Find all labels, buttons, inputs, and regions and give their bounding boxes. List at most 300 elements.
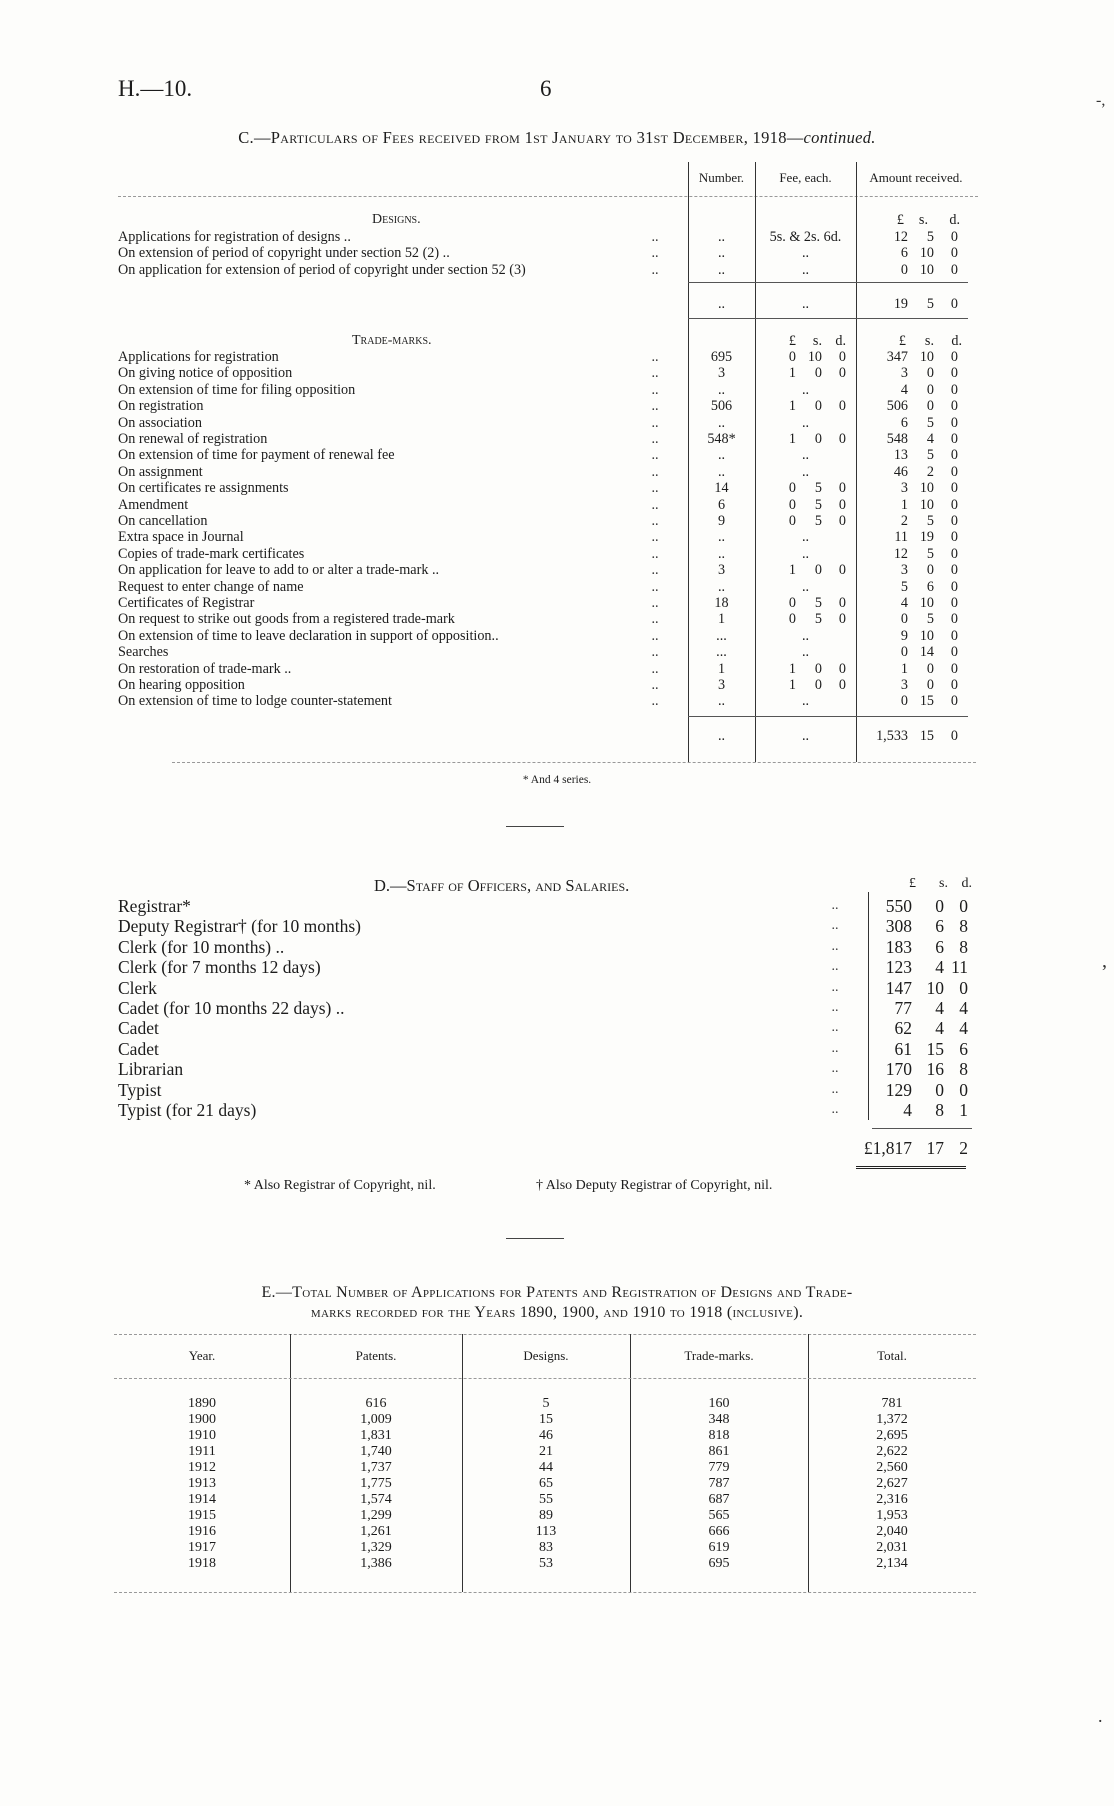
year-cell: 1916 [188,1524,216,1539]
salary-pounds: 4 [903,1100,912,1120]
row-pence: 0 [950,480,958,497]
trade-mark-row [0,497,1114,513]
row-fee-pence: 0 [838,496,846,513]
leader-dots: .. [651,431,659,447]
row-label: On registration [118,398,204,415]
row-pence: 0 [950,414,958,431]
year-row [0,1476,1114,1492]
patents-cell: 1,574 [360,1492,392,1507]
year-cell: 1911 [188,1444,216,1459]
leader-dots: .. [651,545,659,562]
row-number: .. [717,381,726,398]
designs-cell: 89 [539,1508,553,1523]
row-label: Extra space in Journal [118,529,244,546]
row-shillings: 10 [919,595,934,611]
leader-dots: .. [831,1081,839,1097]
salary-total-pounds: £1,817 [863,1138,912,1158]
salary-shillings: 4 [935,957,944,978]
patents-cell: 616 [365,1396,387,1411]
shillings-header: s. [939,876,948,891]
leader-dots: .. [651,627,659,644]
row-number: .. [717,447,726,464]
designs-row [0,229,1114,245]
col-header-designs: Designs. [523,1348,569,1363]
row-shillings: 10 [919,261,934,278]
trade-marks-total-number: .. [717,728,726,744]
leader-dots: .. [831,898,839,913]
salary-shillings: 10 [926,977,944,998]
col-header-trade-marks: Trade-marks. [684,1348,754,1363]
shillings-header: s. [918,212,928,228]
trade-mark-row [0,447,1114,463]
salary-row [0,1039,1114,1059]
row-number: .. [717,414,726,431]
total-cell: 781 [881,1396,903,1411]
section-d-money-header [0,876,1114,894]
trade-marks-cell: 666 [708,1524,730,1539]
designs-cell: 44 [539,1460,553,1475]
row-shillings: 5 [926,513,934,529]
row-fee-shillings: 0 [814,677,822,693]
row-shillings: 0 [926,381,934,398]
trade-marks-cell: 619 [708,1540,730,1555]
leader-dots: .. [651,660,659,677]
salary-pounds: 550 [885,896,912,916]
designs-total-shillings: 5 [926,296,934,312]
leader-dots: .. [651,480,659,497]
pence-header: d. [951,333,962,349]
trade-mark-row [0,382,1114,398]
salary-row [0,1100,1114,1120]
designs-cell: 46 [539,1428,553,1443]
row-pence: 0 [950,431,958,447]
patents-cell: 1,329 [360,1540,392,1555]
total-cell: 2,316 [876,1492,908,1507]
patents-cell: 1,740 [360,1444,392,1459]
trade-mark-row [0,628,1114,644]
designs-cell: 55 [539,1492,553,1507]
designs-cell: 53 [539,1556,553,1571]
row-label: On association [118,414,202,431]
row-pence: 0 [950,229,958,245]
row-fee-shillings: 0 [814,660,822,677]
leader-dots: .. [651,496,659,513]
total-cell: 1,953 [876,1508,908,1523]
leader-dots: .. [651,644,659,661]
trade-mark-row [0,546,1114,562]
trade-mark-row [0,661,1114,677]
trade-mark-row [0,562,1114,578]
row-fee: .. [801,693,810,710]
trade-marks-cell: 348 [708,1412,730,1427]
col-header-number: Number. [698,170,745,185]
row-pounds: 46 [893,463,908,480]
row-fee: .. [801,414,810,431]
salary-label: Deputy Registrar† (for 10 months) [118,916,362,937]
leader-dots: .. [651,693,659,710]
salary-shillings: 16 [926,1059,944,1080]
row-pounds: 4 [900,381,908,398]
salary-label: Cadet (for 10 months 22 days) .. [118,998,345,1018]
row-number: .. [717,578,726,595]
row-fee-pounds: 1 [788,562,796,579]
row-pounds: 12 [893,229,908,245]
row-label: On extension of time to leave declaration in support of opposition.. [118,627,499,644]
row-fee-shillings: 5 [814,611,822,628]
row-pence: 0 [950,529,958,546]
row-shillings: 10 [919,480,934,497]
trade-mark-row [0,480,1114,496]
salary-pence: 0 [959,977,968,998]
row-label: Copies of trade-mark certificates [118,545,305,562]
section-d-footnote-deputy: † Also Deputy Registrar of Copyright, nil. [536,1178,773,1193]
year-row [0,1556,1114,1572]
row-label: On restoration of trade-mark .. [118,660,292,677]
row-fee-shillings: 5 [814,595,822,611]
year-cell: 1915 [188,1508,216,1523]
salary-pence: 6 [959,1038,968,1059]
designs-cell: 21 [539,1444,553,1459]
trade-marks-total-row [0,728,1114,744]
section-c-title-text: C.—Particulars of Fees received from 1st January to 31st December, 1918— [238,128,804,147]
row-pounds: 4 [900,595,908,611]
row-fee: .. [801,644,810,661]
row-pounds: 3 [900,365,908,382]
row-shillings: 14 [919,644,934,661]
leader-dots: .. [831,1102,839,1117]
row-shillings: 10 [919,245,934,262]
total-cell: 2,560 [876,1460,908,1475]
trade-mark-row [0,677,1114,693]
row-shillings: 0 [926,677,934,693]
col-header-year: Year. [188,1348,216,1363]
pounds-header: £ [909,876,916,891]
row-number: 695 [710,349,733,365]
salary-pence: 11 [951,957,968,978]
designs-cell: 15 [539,1412,553,1427]
patents-cell: 1,775 [360,1476,392,1491]
trade-marks-cell: 687 [708,1492,730,1507]
designs-cell: 65 [539,1476,553,1491]
salary-pounds: 77 [894,998,912,1018]
row-fee-shillings: 0 [814,431,822,447]
row-pence: 0 [950,611,958,628]
pounds-header: £ [898,333,906,349]
salary-label: Cadet [118,1038,159,1059]
row-pence: 0 [950,496,958,513]
salary-row [0,998,1114,1018]
col-header-patents: Patents. [355,1348,397,1363]
salary-row [0,1080,1114,1100]
row-label: On giving notice of opposition [118,365,293,382]
row-number: 6 [717,496,726,513]
designs-total-rule [688,282,968,283]
row-shillings: 10 [919,349,934,365]
year-cell: 1910 [188,1428,216,1443]
row-fee-pence: 0 [838,611,846,628]
trade-marks-total-fee: .. [801,728,810,744]
trade-marks-total-rule [688,716,968,717]
leader-dots: .. [831,918,839,934]
fee-pence-header: d. [835,333,846,349]
salary-pounds: 61 [894,1038,912,1059]
trade-marks-cell: 695 [708,1556,730,1571]
row-label: On extension of time for filing opposition [118,381,356,398]
row-number: 9 [717,513,726,529]
table-e-top-rule [114,1334,976,1335]
row-fee-pence: 0 [838,595,846,611]
row-pounds: 3 [900,677,908,693]
designs-money-header [0,212,1114,228]
row-fee-pence: 0 [838,562,846,579]
row-fee: .. [801,578,810,595]
salary-total-rule [872,1128,972,1129]
row-number: ... [716,627,727,644]
section-e-title-line1: E.—Total Number of Applications for Patents and Registration of Designs and Trade- [261,1284,853,1301]
salary-row [0,916,1114,936]
section-d-footnote-registrar: * Also Registrar of Copyright, nil. [244,1178,436,1193]
salary-shillings: 6 [935,936,944,957]
leader-dots: .. [651,611,659,628]
row-fee-pence: 0 [838,513,846,529]
row-pounds: 5 [900,578,908,595]
trade-marks-cell: 779 [708,1460,730,1475]
salary-shillings: 15 [926,1038,944,1059]
table-e-header [0,1348,1114,1364]
table-c-bottom-rule [172,762,976,763]
fee-pounds-header: £ [788,333,796,349]
row-fee: .. [801,381,810,398]
row-shillings: 0 [926,365,934,382]
row-label: On certificates re assignments [118,480,289,497]
salary-pounds: 62 [894,1018,912,1039]
salary-total-pence: 2 [959,1138,968,1158]
salary-row [0,978,1114,998]
trade-mark-row [0,415,1114,431]
row-pounds: 3 [900,480,908,497]
row-pence: 0 [950,644,958,661]
salary-total-row [0,1138,1114,1158]
row-fee-pounds: 0 [788,595,796,611]
table-e-header-rule [114,1378,976,1379]
row-fee: .. [801,545,810,562]
salary-label: Clerk (for 10 months) .. [118,936,285,957]
row-number: 1 [717,611,726,628]
row-label: Applications for registration of designs .. [118,229,351,245]
row-pounds: 0 [900,644,908,661]
row-label: Certificates of Registrar [118,595,255,611]
salary-pounds: 129 [885,1079,912,1100]
row-fee-pounds: 1 [788,431,796,447]
row-pence: 0 [950,463,958,480]
row-label: On hearing opposition [118,677,245,693]
row-pounds: 347 [886,349,908,365]
row-label: Amendment [118,496,189,513]
row-label: Request to enter change of name [118,578,304,595]
margin-mark: , [1102,950,1107,972]
row-number: 548* [707,431,736,447]
total-cell: 2,031 [876,1540,908,1555]
row-fee: .. [801,627,810,644]
row-fee-pence: 0 [838,365,846,382]
trade-mark-row [0,693,1114,709]
row-fee-shillings: 0 [814,562,822,579]
row-label: On application for leave to add to or alter a trade-mark .. [118,562,440,579]
table-c-top-rule [118,196,978,197]
salary-shillings: 6 [935,916,944,937]
row-fee: .. [801,463,810,480]
year-cell: 1914 [188,1492,216,1507]
row-label: On application for extension of period of copyright under section 52 (3) [118,261,526,278]
row-label: On cancellation [118,513,208,529]
leader-dots: .. [831,979,839,995]
designs-total-pence: 0 [950,296,958,312]
row-fee-pounds: 1 [788,365,796,382]
row-pence: 0 [950,660,958,677]
row-shillings: 5 [926,545,934,562]
row-pounds: 12 [893,545,908,562]
section-e-title-line2: marks recorded for the Years 1890, 1900, and 1910 to 1918 (inclusive). [310,1304,804,1321]
leader-dots: .. [651,529,659,546]
year-row [0,1444,1114,1460]
row-pounds: 1 [900,496,908,513]
row-pounds: 11 [894,529,908,546]
row-label: On renewal of registration [118,431,268,447]
row-fee-shillings: 10 [807,349,822,365]
designs-row [0,245,1114,261]
trade-marks-total-pence: 0 [950,728,958,744]
col-header-fee: Fee, each. [779,170,832,185]
salary-shillings: 4 [935,1018,944,1039]
page-number: 6 [540,76,552,101]
row-fee-pounds: 0 [788,513,796,529]
row-number: 3 [717,562,726,579]
salary-pounds: 123 [885,957,912,978]
shillings-header: s. [924,333,934,349]
trade-mark-row [0,529,1114,545]
patents-cell: 1,386 [360,1556,392,1571]
row-label: On extension of time for payment of renewal fee [118,447,395,464]
salary-label: Typist (for 21 days) [118,1100,257,1120]
row-pounds: 548 [886,431,908,447]
year-row [0,1524,1114,1540]
row-fee-pounds: 0 [788,611,796,628]
trade-marks-money-header [0,333,1114,349]
row-fee: 5s. & 2s. 6d. [769,229,842,245]
row-pence: 0 [950,365,958,382]
salary-row [0,896,1114,916]
total-cell: 1,372 [876,1412,908,1427]
row-fee: .. [801,447,810,464]
col-header-amount: Amount received. [869,170,963,185]
trade-marks-total-shillings: 15 [919,728,934,744]
salary-label: Registrar* [118,896,191,916]
row-pounds: 0 [900,611,908,628]
row-pence: 0 [950,578,958,595]
trade-mark-row [0,398,1114,414]
row-fee: .. [801,261,810,278]
patents-cell: 1,831 [360,1428,392,1443]
trade-marks-cell: 818 [708,1428,730,1443]
salary-pounds: 170 [885,1059,912,1080]
salary-label: Typist [118,1079,162,1100]
row-shillings: 15 [919,693,934,710]
row-fee-pounds: 1 [788,677,796,693]
row-pence: 0 [950,398,958,415]
total-cell: 2,040 [876,1524,908,1539]
row-pounds: 13 [893,447,908,464]
pence-header: d. [961,876,972,891]
year-row [0,1428,1114,1444]
year-row [0,1460,1114,1476]
row-pence: 0 [950,693,958,710]
leader-dots: .. [651,595,659,611]
leader-dots: .. [651,229,659,245]
patents-cell: 1,261 [360,1524,392,1539]
row-fee-pounds: 0 [788,480,796,497]
patents-cell: 1,737 [360,1460,392,1475]
row-shillings: 0 [926,660,934,677]
year-row [0,1508,1114,1524]
year-row [0,1492,1114,1508]
total-cell: 2,627 [876,1476,908,1491]
row-label: Applications for registration [118,349,279,365]
designs-total-row [0,296,1114,312]
designs-heading: Designs. [372,212,421,227]
row-number: .. [717,529,726,546]
row-pounds: 0 [900,693,908,710]
trade-mark-row [0,611,1114,627]
trade-mark-row [0,595,1114,611]
salary-pence: 4 [959,1018,968,1039]
col-header-total: Total. [877,1348,907,1363]
designs-total-pounds: 19 [893,296,908,312]
salary-row [0,1059,1114,1079]
leader-dots: .. [651,381,659,398]
trade-marks-heading: Trade-marks. [352,333,432,348]
designs-total-fee: .. [801,296,810,312]
row-pounds: 3 [900,562,908,579]
fee-shillings-header: s. [812,333,822,349]
salary-shillings: 4 [935,998,944,1018]
row-label: On request to strike out goods from a registered trade-mark [118,611,455,628]
patents-cell: 1,009 [360,1412,392,1427]
salary-shillings: 0 [935,1079,944,1100]
salary-pence: 4 [959,998,968,1018]
leader-dots: .. [831,959,839,975]
salary-pence: 1 [959,1100,968,1120]
salary-pounds: 147 [885,977,912,998]
salary-label: Cadet [118,1018,159,1039]
total-cell: 2,134 [876,1556,908,1571]
trade-mark-row [0,431,1114,447]
leader-dots: .. [831,1061,839,1077]
row-fee-shillings: 5 [814,480,822,497]
salary-pence: 8 [959,1059,968,1080]
leader-dots: .. [651,447,659,464]
row-pence: 0 [950,245,958,262]
document-reference: H.—10. [118,76,193,101]
salary-shillings: 0 [935,896,944,916]
row-number: 1 [717,660,726,677]
pounds-header: £ [896,212,904,228]
row-fee-shillings: 5 [814,513,822,529]
trade-marks-cell: 861 [708,1444,730,1459]
salary-total-double-rule [856,1166,966,1169]
row-shillings: 2 [926,463,934,480]
year-cell: 1890 [188,1396,216,1411]
pence-header: d. [949,212,960,228]
